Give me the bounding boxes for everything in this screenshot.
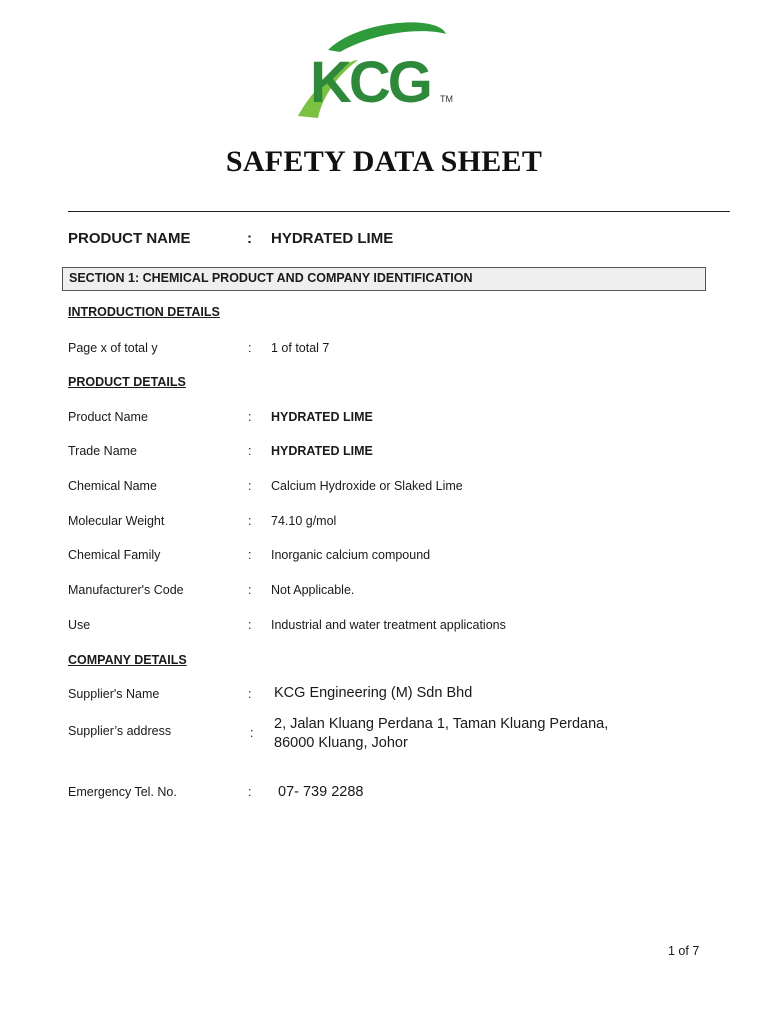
field-colon: : xyxy=(248,444,252,458)
field-colon: : xyxy=(248,687,252,701)
field-label-page: Page x of total y xyxy=(68,341,158,355)
field-value-emergency-tel: 07- 739 2288 xyxy=(278,784,364,800)
kcg-logo xyxy=(288,20,464,124)
field-colon: : xyxy=(248,583,252,597)
field-colon: : xyxy=(248,341,252,355)
field-value-trade-name: HYDRATED LIME xyxy=(271,444,373,458)
product-name-value: HYDRATED LIME xyxy=(271,230,394,247)
field-label-chemical-name: Chemical Name xyxy=(68,479,157,493)
field-colon: : xyxy=(248,410,252,424)
logo-swoosh-upper xyxy=(328,22,446,52)
field-colon: : xyxy=(248,479,252,493)
field-colon: : xyxy=(248,514,252,528)
field-label-product-name: Product Name xyxy=(68,410,148,424)
field-value-use: Industrial and water treatment applications xyxy=(271,618,506,632)
field-colon: : xyxy=(248,785,252,799)
field-label-trade-name: Trade Name xyxy=(68,444,138,458)
field-value-product-name: HYDRATED LIME xyxy=(271,410,373,424)
field-value-page: 1 of total 7 xyxy=(271,341,330,355)
logo-text: KCG xyxy=(310,50,430,115)
field-value-chemical-family: Inorganic calcium compound xyxy=(271,548,431,562)
field-value-chemical-name: Calcium Hydroxide or Slaked Lime xyxy=(271,479,463,493)
section-1-header: SECTION 1: CHEMICAL PRODUCT AND COMPANY IDENTIFICATION xyxy=(62,267,706,291)
document-title: SAFETY DATA SHEET xyxy=(225,145,543,178)
company-details-heading: COMPANY DETAILS xyxy=(68,653,187,667)
field-label-use: Use xyxy=(68,618,91,632)
field-label-supplier-address: Supplier’s address xyxy=(68,724,172,738)
field-colon: : xyxy=(248,618,252,632)
field-label-chemical-family: Chemical Family xyxy=(68,548,161,562)
product-name-colon: : xyxy=(247,230,252,247)
product-details-heading: PRODUCT DETAILS xyxy=(68,375,186,389)
product-name-label: PRODUCT NAME xyxy=(68,230,191,247)
field-label-emergency-tel: Emergency Tel. No. xyxy=(68,785,177,799)
field-label-supplier-name: Supplier's Name xyxy=(68,687,160,701)
introduction-details-heading: INTRODUCTION DETAILS xyxy=(68,305,220,319)
field-label-molecular-weight: Molecular Weight xyxy=(68,514,165,528)
page-number: 1 of 7 xyxy=(668,944,700,958)
field-value-manufacturers-code: Not Applicable. xyxy=(271,583,355,597)
field-value-supplier-name: KCG Engineering (M) Sdn Bhd xyxy=(274,685,473,701)
field-value-supplier-address-line1: 2, Jalan Kluang Perdana 1, Taman Kluang Perdana, xyxy=(274,716,609,732)
title-divider xyxy=(68,211,730,212)
field-label-manufacturers-code: Manufacturer's Code xyxy=(68,583,184,597)
field-colon: : xyxy=(248,548,252,562)
field-colon: : xyxy=(250,726,254,740)
field-value-supplier-address-line2: 86000 Kluang, Johor xyxy=(274,735,408,751)
logo-trademark: TM xyxy=(440,94,453,104)
field-value-molecular-weight: 74.10 g/mol xyxy=(271,514,337,528)
